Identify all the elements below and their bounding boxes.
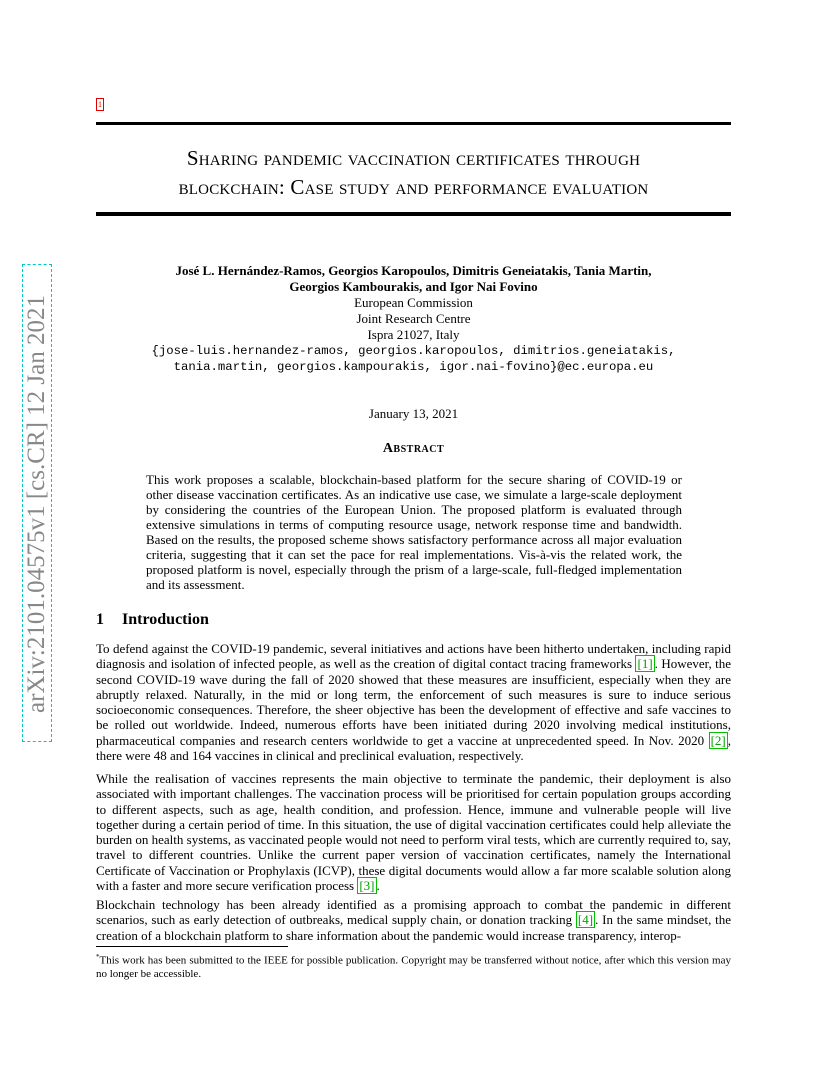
title-rule-bottom xyxy=(96,212,731,216)
affiliation-line-2: Joint Research Centre xyxy=(356,311,471,326)
footnote xyxy=(96,951,731,981)
author-emails-line-2: tania.martin, georgios.kampourakis, igor.nai-fovino}@ec.europa.eu xyxy=(173,360,654,374)
paragraph-1-text-a: To defend against the COVID-19 pandemic, several initiatives and actions have been hitherto undertaken, including rapid diagnosis and isolation of infected people, as well as the creation of digital contact tracing frameworks xyxy=(96,641,731,672)
paper-date: January 13, 2021 xyxy=(368,406,459,421)
citation-link[interactable]: [1] xyxy=(637,656,653,672)
section-title: Introduction xyxy=(122,611,209,628)
author-emails-line-1: {jose-luis.hernandez-ramos, georgios.karopoulos, dimitrios.geneiatakis, xyxy=(151,344,676,358)
paragraph-3 xyxy=(96,897,731,943)
title-rule-top xyxy=(96,122,731,125)
paper-title xyxy=(96,144,731,202)
paragraph-2-text-a: While the realisation of vaccines represents the main objective to terminate the pandemic, their deployment is also associated with important challenges. The vaccination process will be prioritised for certain population groups according to different aspects, such as age, health condition, and profession. Hence, immune and vulnerable people will live together during a certain period of time. In this situation, the use of digital vaccination certificates could help alleviate the burden on health systems, as vaccinated people would not need to perform viral tests, which are currently required to, say, travel to different countries. Unlike the current paper version of vaccination certificates, namely the International Certificate of Vaccination or Prophylaxis (ICVP), these digital documents would allow a far more scalable solution along with a faster and more secure verification process xyxy=(96,771,731,894)
footnote-text: This work has been submitted to the IEEE for possible publication. Copyright may be transferred without notice, after which this version may no longer be accessible. xyxy=(96,954,731,980)
paragraph-2-text-b: . xyxy=(376,878,380,894)
abstract-heading: Abstract xyxy=(382,441,445,456)
footnote-mark: * xyxy=(96,953,100,961)
title-line-1: Sharing pandemic vaccination certificates through xyxy=(186,146,641,170)
arxiv-sideband[interactable] xyxy=(22,264,52,744)
affiliation-line-1: European Commission xyxy=(354,295,473,310)
footnote-link-marker[interactable]: 1 xyxy=(98,100,102,109)
citation-link[interactable]: [3] xyxy=(359,878,375,894)
citation-link[interactable]: [4] xyxy=(577,912,594,928)
paragraph-3-text-b: . In the same mindset, the creation of a blockchain platform to share information about the pandemic would increase transparency, interop- xyxy=(96,912,731,943)
abstract-text: This work proposes a scalable, blockchain-based platform for the secure sharing of COVID-19 or other disease vaccination certificates. As an indicative use case, we simulate a large-scale deployment by considering the countries of the European Union. The proposed platform is evaluated through extensive simulations in terms of computing resource usage, network response time and bandwidth. Based on the results, the proposed scheme shows satisfactory performance across all major evaluation criteria, suggesting that it can set the pace for real implementations. Vis-à-vis the related work, the proposed platform is novel, especially through the prism of a large-scale, full-fledged implementation and its assessment. xyxy=(146,472,682,592)
paragraph-3-text-a: Blockchain technology has been already identified as a promising approach to combat the pandemic in different scenarios, such as early detection of outbreaks, medical supply chain, or donation tracking xyxy=(96,897,731,928)
author-block xyxy=(96,263,731,375)
citation-link[interactable]: [2] xyxy=(710,732,726,748)
author-names-line-1: José L. Hernández-Ramos, Georgios Karopoulos, Dimitris Geneiatakis, Tania Martin, xyxy=(175,263,652,278)
affiliation-line-3: Ispra 21027, Italy xyxy=(367,327,460,342)
paragraph-1 xyxy=(96,641,731,763)
section-heading xyxy=(96,611,209,629)
paragraph-1-text-b: . However, the second COVID-19 wave during the fall of 2020 showed that these measures are insufficient, especially when they are abruptly relaxed. Naturally, in the mid or long term, the enforcement of such measures is sure to induce serious socioeconomic consequences. Therefore, the sheer objective has been the development of effective and safe vaccines to be rolled out worldwide. Indeed, numerous efforts have been initiated during 2020 involving medical institutions, pharmaceutical companies and research centers worldwide to get a vaccine at unprecedented speed. In Nov. 2020 xyxy=(96,656,731,748)
section-number: 1 xyxy=(96,611,104,628)
paragraph-2 xyxy=(96,771,731,893)
author-names-line-2: Georgios Kambourakis, and Igor Nai Fovino xyxy=(289,279,538,294)
paragraph-1-text-c: , there were 48 and 164 vaccines in clinical and preclinical evaluation, respectively. xyxy=(96,732,731,764)
arxiv-identifier[interactable]: arXiv:2101.04575v1 [cs.CR] 12 Jan 2021 xyxy=(23,294,50,714)
title-line-2: blockchain: Case study and performance evaluation xyxy=(178,175,649,199)
footnote-rule xyxy=(96,946,288,947)
